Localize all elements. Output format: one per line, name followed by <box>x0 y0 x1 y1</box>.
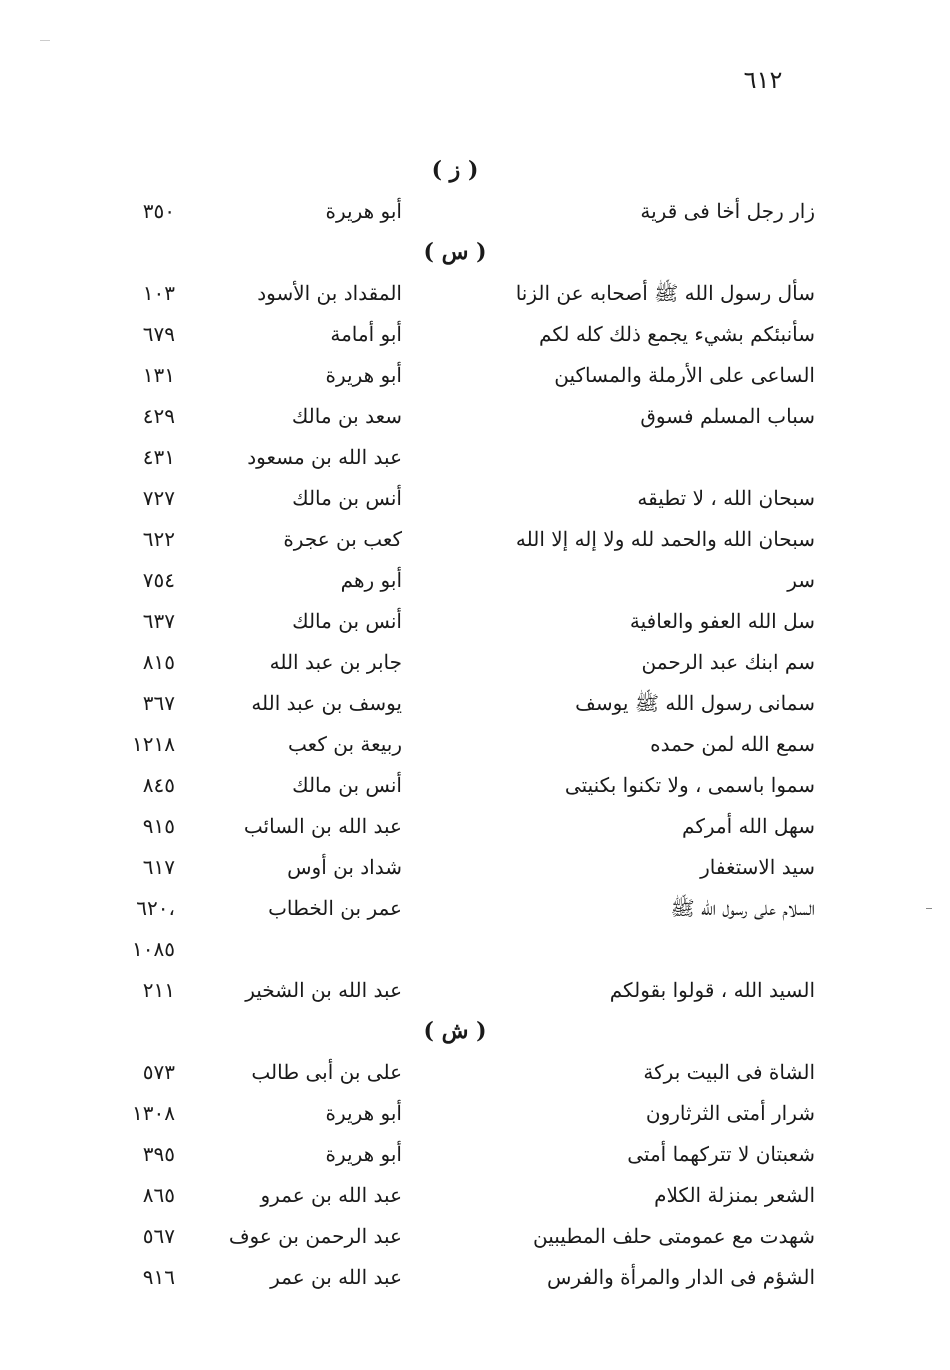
page-reference: ٥٦٧ <box>142 1224 175 1248</box>
narrator-name: عبد الرحمن بن عوف <box>228 1224 402 1248</box>
hadith-text: الشعر بمنزلة الكلام <box>654 1183 815 1207</box>
index-row <box>0 1052 950 1093</box>
narrator-name: المقداد بن الأسود <box>257 281 402 305</box>
page-reference: ٩١٦ <box>142 1265 175 1289</box>
hadith-text: الشاة فى البيت بركة <box>643 1060 815 1084</box>
narrator-name: عبد الله بن السائب <box>243 814 402 838</box>
hadith-text: سبحان الله ، لا تطيقه <box>637 486 815 510</box>
page-number: ٦١٢ <box>743 66 783 94</box>
hadith-text: سر <box>787 568 815 592</box>
narrator-name: أبو هريرة <box>325 199 402 223</box>
hadith-text: السيد الله ، قولوا بقولكم <box>609 978 815 1002</box>
narrator-name: كعب بن عجرة <box>283 527 402 551</box>
index-row <box>0 396 950 437</box>
narrator-name: يوسف بن عبد الله <box>251 691 402 715</box>
narrator-name: أنس بن مالك <box>292 609 402 633</box>
index-row <box>0 806 950 847</box>
index-row <box>0 847 950 888</box>
index-row <box>0 1134 950 1175</box>
index-row <box>0 970 950 1011</box>
page-reference: ٣٩٥ <box>142 1142 175 1166</box>
index-row <box>0 273 950 314</box>
hadith-text: سأنبئكم بشيء يجمع ذلك كله لكم <box>539 322 815 346</box>
narrator-name: عبد الله بن عمر <box>270 1265 402 1289</box>
narrator-name: أبو أمامة <box>330 322 402 346</box>
page-reference: ١٢١٨ <box>132 732 175 756</box>
section-header-row <box>0 232 950 273</box>
narrator-name: عبد الله بن مسعود <box>247 445 402 469</box>
hadith-text: سل الله العفو والعافية <box>629 609 815 633</box>
margin-mark <box>926 908 932 909</box>
hadith-text: زار رجل أخا فى قرية <box>640 199 815 223</box>
section-letter: ( ش ) <box>423 1018 487 1044</box>
index-row <box>0 1257 950 1298</box>
hadith-text: سيد الاستغفار <box>700 855 815 879</box>
index-row <box>0 601 950 642</box>
hadith-text: سم ابنك عبد الرحمن <box>641 650 815 674</box>
index-row <box>0 929 950 970</box>
page-reference: ٦٣٧ <box>142 609 175 633</box>
index-row <box>0 724 950 765</box>
page-reference: ٨١٥ <box>142 650 175 674</box>
section-header-row <box>0 150 950 191</box>
hadith-text: شهدت مع عمومتى حلف المطيبين <box>533 1224 815 1248</box>
index-row <box>0 1175 950 1216</box>
page-reference: ٤٣١ <box>142 445 175 469</box>
narrator-name: عبد الله بن الشخير <box>245 978 402 1002</box>
index-row <box>0 683 950 724</box>
narrator-name: أنس بن مالك <box>292 773 402 797</box>
narrator-name: أبو رهم <box>340 568 402 592</box>
index-row <box>0 560 950 601</box>
page-reference: ٣٦٧ <box>142 691 175 715</box>
section-letter: ( س ) <box>423 239 487 265</box>
narrator-name: ربيعة بن كعب <box>288 732 402 756</box>
page-reference: ٥٧٣ <box>142 1060 175 1084</box>
page-reference: ١٠٣ <box>142 281 175 305</box>
hadith-text: سمانى رسول الله ﷺ يوسف <box>575 691 815 715</box>
narrator-name: أبو هريرة <box>325 1142 402 1166</box>
page-reference: ٤٢٩ <box>142 404 175 428</box>
index-row <box>0 478 950 519</box>
page-reference: ١٣٠٨ <box>132 1101 175 1125</box>
index-row <box>0 765 950 806</box>
hadith-text: سمع الله لمن حمده <box>650 732 815 756</box>
index-row <box>0 1093 950 1134</box>
hadith-text: سموا باسمى ، ولا تكنوا بكنيتى <box>564 773 815 797</box>
index-row <box>0 191 950 232</box>
hadith-text: سبحان الله والحمد لله ولا إله إلا الله <box>515 527 815 551</box>
page-reference: ١٣١ <box>142 363 175 387</box>
narrator-name: أبو هريرة <box>325 363 402 387</box>
narrator-name: عمر بن الخطاب <box>268 896 402 920</box>
page-reference: ٢١١ <box>142 978 175 1002</box>
narrator-name: أبو هريرة <box>325 1101 402 1125</box>
page-reference: ١٠٨٥ <box>132 937 175 961</box>
section-letter: ( ز ) <box>431 157 479 183</box>
index-row <box>0 519 950 560</box>
hadith-text: سهل الله أمركم <box>682 814 815 838</box>
index-row <box>0 437 950 478</box>
page-reference: ٣٥٠ <box>142 199 175 223</box>
hadith-text: الساعى على الأرملة والمساكين <box>554 363 815 387</box>
hadith-index-table <box>0 150 950 1298</box>
page-reference: ٧٥٤ <box>142 568 175 592</box>
page-reference: ٦٢٠، <box>136 896 175 920</box>
hadith-text: السلام على رسول الله ﷺ <box>670 896 815 920</box>
narrator-name: جابر بن عبد الله <box>269 650 402 674</box>
hadith-text: شرار أمتى الثرثارون <box>645 1101 815 1125</box>
narrator-name: سعد بن مالك <box>291 404 402 428</box>
page-reference: ٩١٥ <box>142 814 175 838</box>
index-row <box>0 355 950 396</box>
page-reference: ٦٢٢ <box>142 527 175 551</box>
hadith-text: سباب المسلم فسوق <box>640 404 815 428</box>
index-row <box>0 642 950 683</box>
hadith-text: الشؤم فى الدار والمرأة والفرس <box>546 1265 815 1289</box>
page-reference: ٨٦٥ <box>142 1183 175 1207</box>
page-reference: ٦٧٩ <box>142 322 175 346</box>
narrator-name: أنس بن مالك <box>292 486 402 510</box>
page-reference: ٦١٧ <box>142 855 175 879</box>
index-row <box>0 314 950 355</box>
narrator-name: عبد الله بن عمرو <box>260 1183 402 1207</box>
narrator-name: على بن أبى طالب <box>251 1060 402 1084</box>
hadith-text: سأل رسول الله ﷺ أصحابه عن الزنا <box>515 281 815 305</box>
hadith-text: شعبتان لا تتركهما أمتى <box>627 1142 815 1166</box>
scan-mark <box>40 40 50 41</box>
page-reference: ٧٢٧ <box>142 486 175 510</box>
index-row <box>0 1216 950 1257</box>
narrator-name: شداد بن أوس <box>287 855 402 879</box>
index-row <box>0 888 950 929</box>
page-reference: ٨٤٥ <box>142 773 175 797</box>
section-header-row <box>0 1011 950 1052</box>
